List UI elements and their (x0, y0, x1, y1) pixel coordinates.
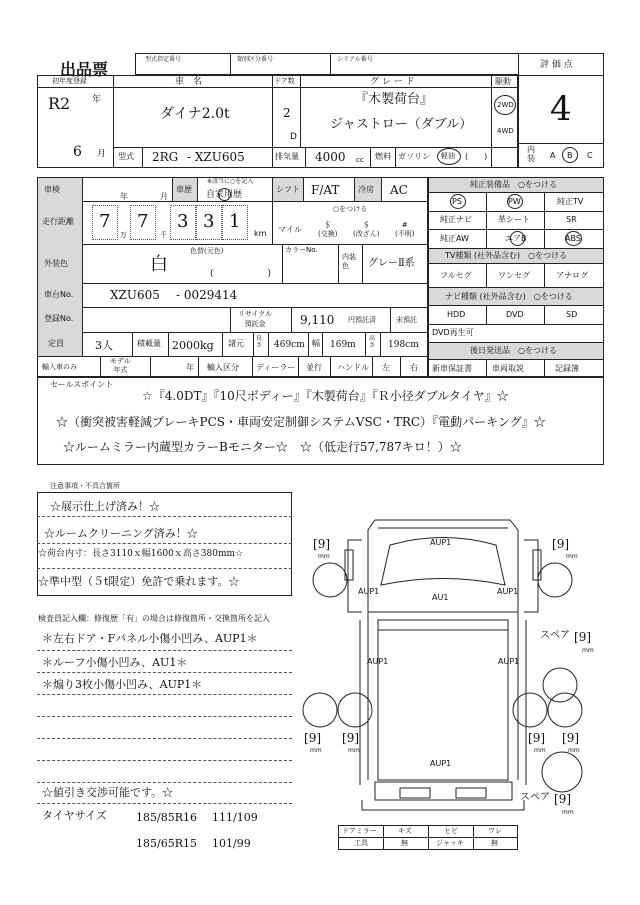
navi-title: ナビ種類 (社外品含む) ○をつける (445, 292, 573, 301)
exterior-color-label: 外装色 (44, 259, 68, 268)
car-name: ダイナ2.0t (160, 106, 230, 122)
wheel-front-left-icon (313, 563, 347, 597)
model-year-suffix: 年 (186, 363, 194, 372)
equip-pw: PW (508, 197, 521, 206)
interior-a: A (550, 151, 556, 160)
ac-label: 冷房 (358, 185, 374, 194)
fuel-diesel: 軽油 (441, 152, 455, 160)
mileage-digit-1: 7 (99, 211, 111, 232)
recycle-unit: 円預託済 (348, 316, 376, 324)
tread-rr1: [9] (528, 731, 546, 745)
equip-abs: ABS (565, 234, 581, 243)
interior-color-value: グレーⅡ系 (368, 258, 415, 269)
inspect-2: ＊ルーフ小傷小凹み、AU1＊ (42, 656, 188, 669)
interior-label: 内装 (527, 145, 535, 163)
wheel-rear-right-outer-icon (548, 693, 582, 727)
spec-label: 諸元 (228, 339, 244, 348)
dmg-bed-right: AUP1 (498, 657, 520, 666)
model-code: 2RG (152, 150, 179, 164)
ac-value: AC (390, 183, 408, 197)
import-type-label: 輸入区分 (207, 363, 239, 372)
meter-note: ○をつける (333, 205, 368, 213)
mile-label: マイル (278, 225, 302, 234)
tire-size-2: 185/65R15 (136, 837, 197, 850)
dmg-bed-left: AUP1 (367, 657, 389, 666)
displacement-value: 4000 (315, 150, 346, 164)
car-name-label: 車 名 (175, 77, 203, 87)
dmg-roof: AU1 (432, 593, 449, 602)
door-type: D (290, 132, 297, 142)
tread-rl2: [9] (342, 731, 360, 745)
sales-line-2: ☆（衝突被害軽減ブレーキPCS・車両安定制御システムVSC・TRC）『電動パーキング』☆ (56, 415, 546, 429)
inspector-label: 検査員記入欄：修復歴「有」の場合は修復箇所・交換箇所を記入 (38, 614, 270, 623)
height-label: 高さ (369, 335, 376, 349)
acc-r1: 工具 (354, 839, 368, 847)
capacity-label: 定員 (48, 339, 64, 348)
tamper-label: ＄ (改ざん) (353, 221, 380, 238)
man-unit: 万 (120, 231, 127, 239)
wheel-rear-left-outer-icon (303, 693, 337, 727)
exchange-label: ＄ (交換) (318, 221, 338, 238)
dmg-bed-rear: AUP1 (430, 759, 452, 768)
tire-label: タイヤサイズ (42, 809, 107, 822)
dmg-left-door: AUP1 (358, 587, 380, 596)
drive-2wd: 2WD (497, 101, 514, 109)
drive-label: 駆動 (495, 77, 511, 86)
mileage-digit-2: 7 (137, 211, 149, 232)
evaluation-label: 評 価 点 (540, 60, 573, 70)
first-reg-month: 6 (73, 144, 82, 160)
grade-label: グ レ ー ド (370, 77, 415, 87)
km-unit: km (254, 229, 267, 238)
door-count-label: ドア数 (274, 77, 295, 85)
wheel-rear-left-inner-icon (338, 693, 372, 727)
tread-spare-1: [9] (574, 630, 592, 644)
sales-line-1: ☆『4.0DT』『10尺ボディー』『木製荷台』『Ｒ小径ダブルタイヤ』☆ (142, 389, 509, 403)
equip-aw: 純正AW (440, 234, 469, 243)
exterior-color-value: 白 (150, 254, 168, 275)
chassis-model: XZU605 (110, 288, 160, 302)
acc-r4: 無 (491, 839, 498, 847)
tv-analog: アナログ (556, 271, 588, 280)
recycle-status: 未預託 (396, 316, 417, 324)
fuel-label: 燃料 (375, 152, 391, 161)
handle-left: 左 (382, 363, 390, 372)
class-code-label: 類別区分番号 (237, 56, 274, 63)
drive-4wd: 4WD (497, 127, 514, 135)
inspect-3: ＊煽り3枚小傷小凹み、AUP1＊ (42, 678, 203, 691)
shift-value: F/AT (311, 183, 340, 197)
interior-color-label: 内装 色 (342, 253, 356, 270)
acc-r3: ジャッキ (436, 839, 464, 847)
sales-label: セールスポイント (50, 380, 114, 389)
spare-label-1: スペア (540, 630, 570, 641)
navi-hdd: HDD (447, 310, 466, 319)
ship-manual: 車両取説 (492, 364, 524, 373)
equipment-title: 純正装備品 ○をつける (470, 180, 557, 189)
form-title: 出品票 (60, 60, 109, 79)
repaint-label: 色替(元色) (190, 247, 224, 255)
serial-fields-box (135, 53, 519, 75)
handle-right: 右 (410, 363, 418, 372)
shift-label: シフト (276, 185, 300, 194)
length-label: 長さ (256, 335, 263, 349)
tv-title: TV種類 (社外品含む) ○をつける (445, 251, 568, 260)
sen-unit: 千 (160, 231, 167, 239)
width-value: 169m (330, 340, 356, 350)
model-type-label: 型式 (118, 152, 134, 161)
spare-label-2: スペア (520, 792, 550, 803)
import-label: 輸入車のみ (42, 363, 77, 371)
fuel-other: ( ) (465, 152, 488, 161)
cc-unit: cc (356, 156, 364, 164)
month-suffix: 月 (97, 149, 107, 159)
tire-index-2: 101/99 (212, 837, 251, 850)
load-label: 積載量 (137, 339, 161, 348)
note-2: ☆ルームクリーニング済み！☆ (44, 527, 198, 540)
length-value: 469cm (274, 340, 305, 350)
load-value: 2000kg (172, 339, 214, 352)
chassis-number: - 0029414 (176, 288, 238, 302)
wheel-front-right-icon (538, 563, 572, 597)
tread-fr: [9] (552, 537, 570, 551)
dmg-right-door: AUP1 (497, 587, 519, 596)
history-label: 車歴 (176, 185, 192, 194)
note-4: ☆準中型（５t限定）免許で乗れます。☆ (38, 575, 240, 588)
mileage-digit-3: 3 (177, 211, 189, 232)
first-reg-era: R2 (48, 94, 71, 113)
spare-rear-icon (542, 752, 582, 792)
handle-label: ハンドル (337, 363, 369, 372)
later-ship-title: 後日発送品 ○をつける (470, 346, 557, 355)
dvd-play: DVD再生可 (432, 328, 474, 337)
navi-sd: SD (566, 310, 578, 319)
capacity-value: 3人 (95, 339, 113, 352)
tread-spare-2: [9] (554, 792, 572, 806)
inspection-label: 車検 (44, 185, 60, 194)
acc-h1: ドアミラー (342, 827, 377, 835)
history-note: ※該当に○を記入 (207, 178, 254, 185)
chassis-label: 車台No. (44, 290, 74, 299)
height-value: 198cm (388, 340, 419, 350)
equip-tv: 純正TV (557, 197, 584, 206)
dmg-top: AUP1 (430, 538, 452, 547)
tire-size-1: 185/85R16 (136, 811, 197, 824)
first-reg-label: 初年度登録 (52, 77, 87, 85)
width-label: 幅 (312, 339, 320, 348)
tv-full: フルセグ (440, 271, 472, 280)
model-serial: - XZU605 (187, 150, 245, 164)
interior-b: B (567, 151, 573, 160)
inspect-last: ☆値引き交渉可能です。☆ (42, 786, 174, 799)
tread-rr2: [9] (562, 731, 580, 745)
displacement-label: 排気量 (275, 152, 299, 161)
year-suffix: 年 (92, 95, 102, 105)
truck-diagram (300, 500, 620, 830)
grade-line1: 『木製荷台』 (355, 92, 434, 107)
inspect-1: ＊左右ドア・Fパネル小傷小凹み、AUP1＊ (42, 632, 258, 645)
ship-record: 記録簿 (555, 364, 579, 373)
acc-r2: 無 (401, 839, 408, 847)
tread-fl: [9] (313, 537, 331, 551)
grade-line2: ジャストロー（ダブル） (330, 117, 473, 132)
equip-navi: 純正ナビ (440, 215, 472, 224)
reg-no-label: 登録No. (44, 314, 74, 323)
model-year-label: モデル 年式 (110, 357, 131, 374)
tire-index-1: 111/109 (212, 811, 258, 824)
sales-line-3: ☆ルームミラー内蔵型カラーBモニター☆ ☆（低走行57,787キロ！）☆ (63, 440, 462, 454)
equip-ps: PS (452, 197, 462, 206)
equip-sr: SR (566, 215, 577, 224)
unknown-label: # (不明) (395, 221, 415, 238)
mileage-digit-5: 1 (229, 211, 241, 232)
notes-label: 注意事項・不具合箇所 (50, 482, 120, 490)
type-spec-label: 型式指定番号 (145, 56, 182, 63)
interior-c: C (587, 151, 593, 160)
inspection-year: 年 (120, 192, 128, 201)
ship-warranty: 新車保証書 (432, 364, 472, 373)
tread-rl1: [9] (304, 731, 322, 745)
fuel-gasoline: ガソリン (398, 152, 430, 161)
acc-h4: ワレ (488, 827, 502, 835)
note-3: ☆荷台内寸：長さ3110ｘ幅1600ｘ高さ380mm☆ (38, 549, 244, 559)
door-count: 2 (283, 106, 291, 120)
tv-one: ワンセグ (498, 271, 530, 280)
recycle-value: 9,110 (300, 313, 335, 327)
dealer-label: ディーラー (256, 363, 296, 372)
inspection-month: 月 (160, 192, 168, 201)
recycle-label: リサイクル 預託金 (238, 310, 273, 328)
color-no-label: カラーNo. (285, 246, 318, 254)
parallel-label: 並行 (306, 363, 322, 372)
serial-label: シリアル番号 (337, 56, 373, 63)
equip-leather: 革シート (498, 215, 530, 224)
acc-h3: ヒビ (444, 827, 458, 835)
mileage-digit-4: 3 (203, 211, 215, 232)
mileage-label: 走行距離 (42, 217, 74, 226)
acc-h2: キズ (398, 827, 412, 835)
equip-airbag: エアB (505, 234, 527, 243)
history-value: 自家用歴 (206, 190, 243, 200)
original-color: ( ) (210, 269, 272, 279)
evaluation-score: 4 (550, 89, 572, 129)
spare-mid-icon (543, 668, 577, 702)
navi-dvd: DVD (506, 310, 524, 319)
note-1: ☆展示仕上げ済み！☆ (50, 500, 160, 513)
history-selected-circle (218, 188, 231, 201)
